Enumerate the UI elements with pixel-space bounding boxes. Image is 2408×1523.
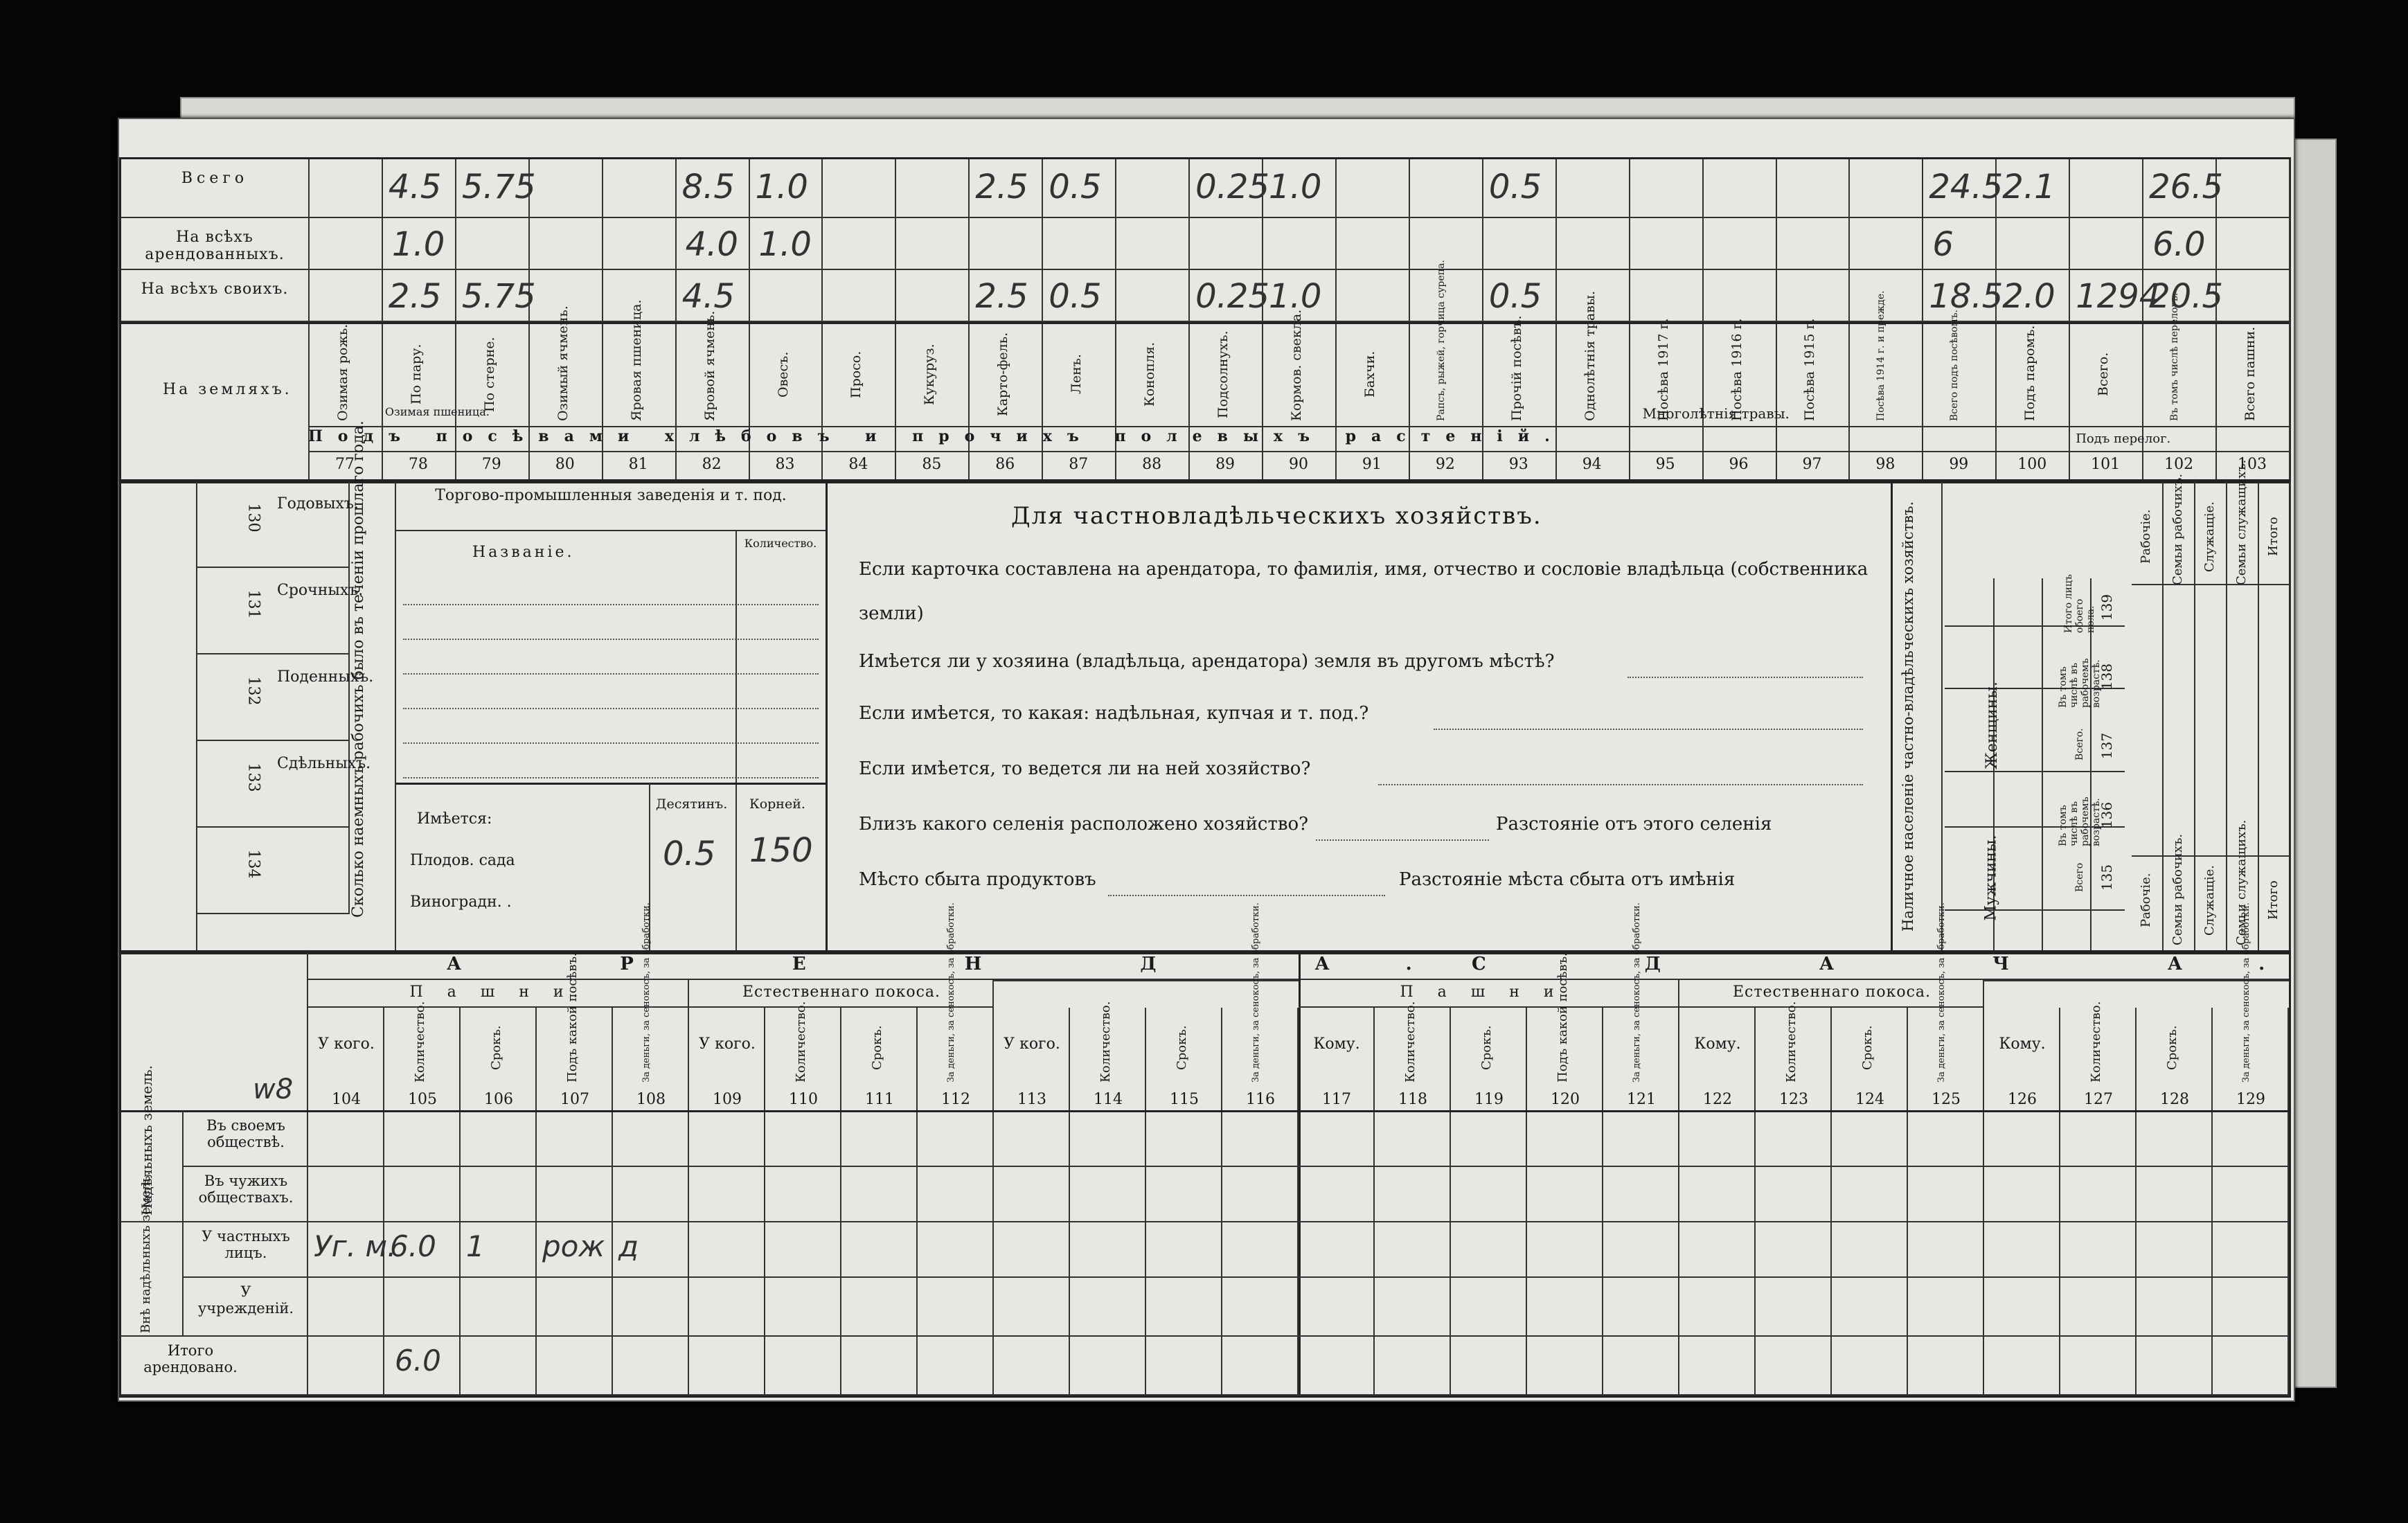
crop-value-row3: 0.5 xyxy=(1488,277,1542,316)
korney-header: Корней. xyxy=(749,796,805,812)
row-header: На земляхъ. xyxy=(163,381,292,398)
crop-col-header: Рапсъ, рыжей, горчица сурепа. xyxy=(1435,260,1447,421)
crop-col-number: 97 xyxy=(1802,456,1822,473)
rent-col-number: 122 xyxy=(1703,1091,1732,1108)
group-winter-wheat: Озимая пшеница. xyxy=(384,405,490,418)
rent-col-number: 106 xyxy=(484,1091,513,1108)
right-col-label-top: Служащіе. xyxy=(2202,501,2217,572)
workers-row xyxy=(197,741,371,828)
rent-col-header: Срокъ. xyxy=(2165,1025,2179,1071)
crop-col-header: Въ томъ числѣ перелогъ. xyxy=(2169,292,2181,421)
rent-col-header: Срокъ. xyxy=(489,1025,503,1071)
crop-value-row1: 2.1 xyxy=(2002,168,2055,206)
crop-col-number: 87 xyxy=(1069,456,1089,473)
rent-col-header: Срокъ. xyxy=(1479,1025,1494,1071)
crop-col-number: 90 xyxy=(1288,456,1308,473)
right-col-label-top: Итого xyxy=(2266,517,2281,557)
rent-col-header: Количество. xyxy=(1098,1001,1113,1083)
rent-col-number: 112 xyxy=(941,1091,970,1108)
population-col-number: 137 xyxy=(2098,732,2116,760)
crop-col-header: Всего. xyxy=(2096,352,2112,397)
rent-row xyxy=(184,1112,2289,1167)
crop-col-header: Кормов. свекла. xyxy=(1289,309,1304,421)
crop-row-label: На всѣхъ арендованныхъ. xyxy=(145,229,285,263)
crop-value-row1: 2.5 xyxy=(975,168,1028,206)
rent-col-header: За деньги, за сенокосъ, за обработки. xyxy=(1936,902,1947,1083)
vne-label: Внѣ надѣльныхъ земель. xyxy=(139,1171,153,1333)
crop-col-number: 88 xyxy=(1142,456,1162,473)
rent-col-header: Кому. xyxy=(1694,1035,1741,1053)
rent-col-header: Подъ какой посѣвъ. xyxy=(1555,952,1570,1083)
crop-col-number: 80 xyxy=(555,456,575,473)
rent-col-number: 107 xyxy=(560,1091,589,1108)
trade-qty-header: Количество. xyxy=(744,537,817,550)
rent-col-header: За деньги, за сенокосъ, за обработки. xyxy=(641,902,652,1083)
garden-desyat-value: 0.5 xyxy=(663,835,716,873)
crop-col-header: Овесъ. xyxy=(775,351,791,398)
population-col-line xyxy=(2042,578,2043,952)
banner: Подъ посѣвами хлѣбовъ и прочихъ полевыхъ растеній. xyxy=(308,427,1565,445)
trade-box xyxy=(395,481,828,952)
population-col-label: Въ томъ числѣ въ рабочемъ возрастѣ. xyxy=(2058,658,2102,708)
crop-value-row3: 20.5 xyxy=(2149,277,2224,316)
workers-caption: Сколько наемныхъ рабочихъ было въ теченіи прошлаго года. xyxy=(350,420,367,918)
crop-row-label: Всего xyxy=(181,170,249,187)
rent-col-number: 126 xyxy=(2008,1091,2037,1108)
crop-value-row1: 1.0 xyxy=(755,168,808,206)
rent-col-header: За деньги, за сенокосъ, за обработки. xyxy=(946,902,956,1083)
rent-col-header: У кого. xyxy=(699,1035,756,1053)
crop-col-header: Однолѣтнія травы. xyxy=(1582,290,1598,421)
crop-col-header: Яровая пшеница. xyxy=(628,299,644,421)
crop-value-row1: 26.5 xyxy=(2149,168,2224,206)
crop-col-number: 83 xyxy=(775,456,795,473)
rent-col-number: 129 xyxy=(2236,1091,2265,1108)
workers-row xyxy=(197,481,359,568)
have-label: Имѣется: xyxy=(417,810,492,828)
rent-col-header: Количество. xyxy=(2089,1001,2103,1083)
rent-col-header: Срокъ. xyxy=(1860,1025,1875,1071)
crop-col-number: 95 xyxy=(1655,456,1675,473)
rent-col-number: 120 xyxy=(1551,1091,1580,1108)
question-5b: Разстояніе отъ этого селенія xyxy=(1496,814,1772,835)
garden-korney-value: 150 xyxy=(749,831,813,870)
population-col-label: Всего xyxy=(2074,862,2085,892)
rent-col-number: 115 xyxy=(1170,1091,1199,1108)
sdacha-title: С Д А Ч А. xyxy=(1472,954,2342,974)
workers-label-area xyxy=(121,481,197,952)
crop-value-row3: 2.5 xyxy=(388,277,442,316)
rent-group-label: Естественнаго покоса. xyxy=(1732,983,1931,1001)
crop-col-number: 82 xyxy=(702,456,722,473)
private-title: Для частновладѣльческихъ хозяйствъ. xyxy=(1011,502,1542,530)
question-4: Если имѣется, то ведется ли на ней хозяйство? xyxy=(859,758,1311,779)
crop-value-row3: 1.0 xyxy=(1269,277,1322,316)
workers-col-number: 132 xyxy=(244,676,262,706)
rent-col-number: 121 xyxy=(1627,1091,1656,1108)
crop-col-number: 78 xyxy=(408,456,428,473)
rent-col-header: Срокъ. xyxy=(870,1025,884,1071)
rent-row-label: Въ чужихъ обществахъ. xyxy=(198,1173,294,1206)
population-caption: Наличное населеніе частно-владѣльческихъ хозяйствъ. xyxy=(1900,501,1916,932)
crop-value-row1: 5.75 xyxy=(461,168,536,206)
rent-col-number: 113 xyxy=(1017,1091,1046,1108)
rent-hand-value: Уг. м. xyxy=(314,1229,397,1263)
workers-row xyxy=(197,828,350,914)
rent-col-number: 117 xyxy=(1322,1091,1351,1108)
rent-col-number: 118 xyxy=(1398,1091,1427,1108)
workers-col-label: Сдѣльныхъ. xyxy=(277,755,371,772)
crop-col-header: Кукуруз. xyxy=(922,344,938,405)
crop-col-number: 100 xyxy=(2017,456,2047,473)
question-5: Близъ какого селенія расположено хозяйство? xyxy=(859,814,1309,835)
population-col-number: 135 xyxy=(2098,864,2116,891)
workers-row xyxy=(197,654,374,741)
population-col-number: 138 xyxy=(2098,663,2116,691)
crop-col-number: 91 xyxy=(1362,456,1382,473)
rent-col-header: Количество. xyxy=(1403,1001,1418,1083)
desyat-header: Десятинъ. xyxy=(656,796,728,812)
crop-col-number: 98 xyxy=(1875,456,1896,473)
workers-col-number: 130 xyxy=(244,503,262,533)
crop-col-number: 77 xyxy=(335,456,355,473)
crop-table xyxy=(119,157,2291,483)
question-3: Если имѣется, то какая: надѣльная, купчая и т. под.? xyxy=(859,703,1369,724)
crop-col-number: 85 xyxy=(922,456,942,473)
crop-value-row2: 1.0 xyxy=(758,225,812,264)
crop-col-header: Подсолнухъ. xyxy=(1215,330,1231,418)
trade-row-line xyxy=(403,672,819,675)
rent-col-header: За деньги, за сенокосъ, за обработки. xyxy=(1632,902,1642,1083)
rent-group-label: Естественнаго покоса. xyxy=(742,983,940,1001)
right-col-label-bottom: Семьи служащихъ. xyxy=(2234,819,2249,945)
rent-col-number: 124 xyxy=(1855,1091,1884,1108)
crop-col-number: 94 xyxy=(1582,456,1602,473)
men-label: Мужчины. xyxy=(1982,835,2000,921)
garden-label: Плодов. сада xyxy=(410,852,515,869)
question-6: Мѣсто сбыта продуктовъ xyxy=(859,869,1096,890)
population-col-label: Въ томъ числѣ въ рабочемъ возрастѣ. xyxy=(2058,796,2102,846)
crop-col-header: Всего пашни. xyxy=(2242,326,2258,421)
rent-col-header: У кого. xyxy=(1004,1035,1060,1053)
rent-col-number: 114 xyxy=(1094,1091,1123,1108)
crop-value-row2: 6 xyxy=(1932,225,1954,264)
crop-col-number: 84 xyxy=(848,456,868,473)
population-col-label: Всего. xyxy=(2074,728,2085,760)
rent-row xyxy=(184,1278,2289,1337)
rent-row xyxy=(184,1222,2289,1278)
population-row xyxy=(1945,578,2125,627)
right-col-label-bottom: Семьи рабочихъ. xyxy=(2170,833,2185,945)
trade-title: Торгово-промышленныя заведенія и т. под. xyxy=(435,487,787,504)
rent-col-number: 119 xyxy=(1474,1091,1504,1108)
crop-col-number: 93 xyxy=(1508,456,1528,473)
right-col-label-bottom: Итого xyxy=(2266,880,2281,920)
right-col-label-top: Семьи служащихъ. xyxy=(2234,459,2249,585)
rent-col-number: 110 xyxy=(789,1091,818,1108)
trade-row-line xyxy=(403,706,819,709)
rent-row-label: У частныхъ лицъ. xyxy=(202,1228,290,1261)
rent-col-number: 108 xyxy=(636,1091,666,1108)
workers-col-number: 131 xyxy=(244,589,262,619)
crop-col-number: 81 xyxy=(628,456,648,473)
col-line xyxy=(2289,159,2290,481)
rent-col-header: Количество. xyxy=(413,1001,427,1083)
crop-value-row1: 0.5 xyxy=(1049,168,1102,206)
trade-row-line xyxy=(403,741,819,744)
group-perennial: Многолѣтнія травы. xyxy=(1642,405,1790,422)
rent-col-header: Подъ какой посѣвъ. xyxy=(565,952,580,1083)
rent-hand-value: рож xyxy=(542,1229,605,1263)
question-6b: Разстояніе мѣста сбыта отъ имѣнія xyxy=(1399,869,1736,890)
crop-col-number: 102 xyxy=(2164,456,2194,473)
crop-col-header: Посѣва 1914 г. и прежде. xyxy=(1875,290,1887,421)
crop-col-header: По пару. xyxy=(408,344,424,405)
rent-row-label: Въ своемъ обществѣ. xyxy=(206,1117,285,1150)
trade-row-line xyxy=(403,603,819,605)
crop-col-number: 103 xyxy=(2238,456,2267,473)
margin-hand: w8 xyxy=(253,1074,294,1105)
trade-row-line xyxy=(403,776,819,778)
crop-value-row3: 0.5 xyxy=(1049,277,1102,316)
crop-value-row3: 18.5 xyxy=(1929,277,2004,316)
crop-col-number: 86 xyxy=(995,456,1015,473)
crop-col-header: Озимая рожь. xyxy=(335,323,350,421)
workers-col-label: Поденныхъ. xyxy=(277,668,374,686)
crop-col-header: Посѣва 1916 г. xyxy=(1729,318,1745,421)
crop-col-number: 101 xyxy=(2091,456,2121,473)
population-col-label: Итого лицъ обоего пола. xyxy=(2063,574,2096,633)
crop-value-row1: 8.5 xyxy=(681,168,735,206)
group-fallow: Подъ перелог. xyxy=(2076,431,2171,446)
rent-col-number: 116 xyxy=(1246,1091,1275,1108)
population-col-number: 139 xyxy=(2098,594,2116,621)
rent-col-header: За деньги, за сенокосъ, за обработки. xyxy=(2241,902,2251,1083)
rent-col-header: Количество. xyxy=(1784,1001,1799,1083)
crop-value-row1: 0.25 xyxy=(1195,168,1269,206)
rent-col-number: 105 xyxy=(408,1091,437,1108)
rent-col-header: У кого. xyxy=(318,1035,375,1053)
rent-group-label: П а ш н и. xyxy=(409,983,588,1001)
crop-col-header: Подъ паромъ. xyxy=(2022,325,2038,421)
crop-col-header: Всего подъ посѣвомъ. xyxy=(1949,310,1961,421)
rent-col-header: За деньги, за сенокосъ, за обработки. xyxy=(1251,902,1261,1083)
workers-col-number: 134 xyxy=(244,849,262,879)
arenda-title: А Р Е Н Д А. xyxy=(447,954,1488,974)
right-col-label-top: Рабочіе. xyxy=(2139,509,2153,564)
rent-hand-value: д xyxy=(618,1229,639,1263)
crop-value-row3: 4.5 xyxy=(681,277,735,316)
crop-value-row1: 24.5 xyxy=(1929,168,2004,206)
rent-hand-value: 6.0 xyxy=(390,1229,436,1263)
workers-col-label: Срочныхъ. xyxy=(277,582,364,599)
crop-col-header: По стерне. xyxy=(481,337,497,412)
crop-col-header: Карто-фель. xyxy=(995,332,1011,417)
crop-col-header: Посѣва 1917 г. xyxy=(1655,318,1671,421)
rent-row-label: Итого арендовано. xyxy=(143,1342,238,1375)
rent-col-number: 109 xyxy=(713,1091,742,1108)
right-col-label-top: Семьи рабочихъ. xyxy=(2170,473,2185,585)
rent-total-value: 6.0 xyxy=(395,1344,441,1378)
private-questions xyxy=(824,481,1891,952)
nadel-label: Надѣльныхъ земель. xyxy=(139,1065,155,1215)
crop-value-row3: 0.25 xyxy=(1195,277,1269,316)
rent-col-number: 123 xyxy=(1779,1091,1808,1108)
rent-group-label: П а ш н и. xyxy=(1400,983,1578,1001)
crop-value-row2: 6.0 xyxy=(2152,225,2206,264)
crop-col-number: 89 xyxy=(1215,456,1236,473)
workers-row xyxy=(197,568,364,654)
workers-col-number: 133 xyxy=(244,763,262,792)
rent-hand-value: 1 xyxy=(466,1229,485,1263)
crop-col-header: Яровой ячмень. xyxy=(702,310,717,421)
right-col-label-bottom: Служащіе. xyxy=(2202,865,2217,936)
right-footer-line xyxy=(2132,855,2291,857)
vineyard-label: Виноградн. . xyxy=(410,893,512,911)
workers-col-label: Годовыхъ. xyxy=(277,495,359,513)
rent-col-header: Кому. xyxy=(1999,1035,2046,1053)
crop-col-header: Ленъ. xyxy=(1069,354,1085,395)
rent-row xyxy=(121,1337,2289,1396)
trade-row-line xyxy=(403,637,819,640)
crop-value-row2: 1.0 xyxy=(391,225,445,264)
rent-col-number: 127 xyxy=(2084,1091,2113,1108)
crop-col-header: Прочiй посѣвъ. xyxy=(1508,315,1524,421)
crop-value-row3: 2.0 xyxy=(2002,277,2055,316)
rent-col-number: 128 xyxy=(2160,1091,2189,1108)
rent-col-header: Кому. xyxy=(1313,1035,1360,1053)
population-col-line xyxy=(2090,578,2092,952)
rent-row-label: У учрежденій. xyxy=(197,1283,294,1317)
crop-col-header: Озимый ячмень. xyxy=(555,305,571,421)
crop-value-row1: 4.5 xyxy=(388,168,442,206)
women-label: Женщины. xyxy=(1983,682,2001,769)
crop-value-row3: 2.5 xyxy=(975,277,1028,316)
rent-col-header: Срокъ. xyxy=(1175,1025,1189,1071)
population-col-number: 136 xyxy=(2098,801,2116,829)
question-1: Если карточка составлена на арендатора, то фамилія, имя, отчество и сословіе владѣльца (собственника земли) xyxy=(859,559,1869,624)
rent-col-number: 111 xyxy=(865,1091,894,1108)
trade-name-header: Названіе. xyxy=(472,544,575,561)
crop-col-number: 99 xyxy=(1949,456,1969,473)
rent-col-number: 104 xyxy=(332,1091,361,1108)
right-col-label-bottom: Рабочіе. xyxy=(2139,873,2153,928)
crop-col-header: Бахчи. xyxy=(1362,350,1377,398)
rent-col-header: Количество. xyxy=(794,1001,808,1083)
question-2: Имѣется ли у хозяина (владѣльца, арендатора) земля въ другомъ мѣстѣ? xyxy=(859,651,1555,672)
row-line xyxy=(121,218,2289,270)
crop-value-row3: 5.75 xyxy=(461,277,536,316)
crop-value-row2: 4.0 xyxy=(685,225,738,264)
crop-col-number: 96 xyxy=(1729,456,1749,473)
crop-value-row3: 1294 xyxy=(2076,277,2161,316)
header-line xyxy=(121,322,2289,324)
crop-row-label: На всѣхъ своихъ. xyxy=(141,280,289,298)
crop-col-header: Посѣва 1915 г. xyxy=(1802,318,1818,421)
rent-col-number: 125 xyxy=(1932,1091,1961,1108)
crop-col-header: Конопля. xyxy=(1142,342,1158,407)
crop-col-number: 79 xyxy=(481,456,501,473)
crop-value-row1: 0.5 xyxy=(1488,168,1542,206)
rent-row xyxy=(184,1167,2289,1222)
crop-value-row1: 1.0 xyxy=(1269,168,1322,206)
census-card xyxy=(118,118,2342,1402)
banner-line xyxy=(308,426,2289,452)
crop-col-header: Просо. xyxy=(848,350,864,398)
crop-col-number: 92 xyxy=(1435,456,1455,473)
